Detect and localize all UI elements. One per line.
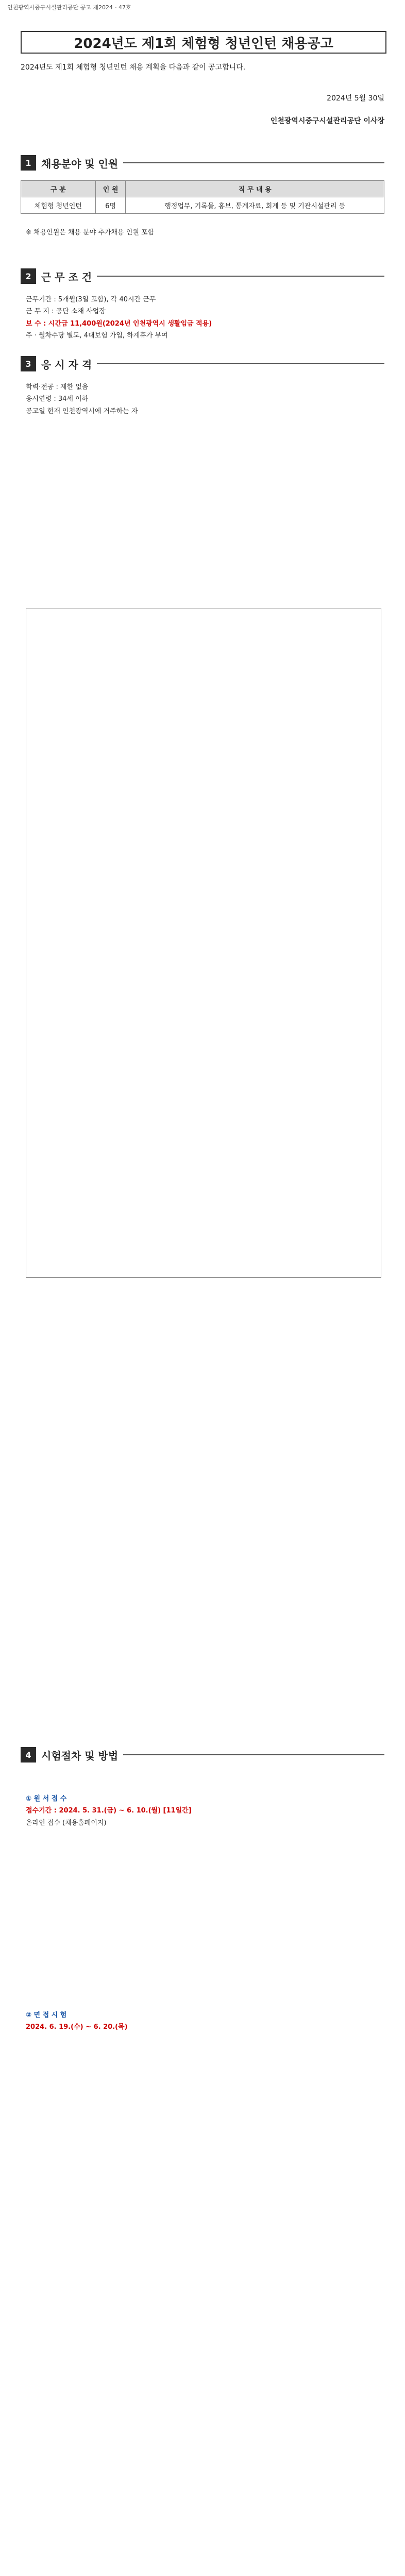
section-1-note: ※ 채용인원은 채용 분야 추가채용 인원 포함 [26,229,155,236]
page-title: 2024년도 제1회 체험형 청년인턴 채용공고 [21,31,386,54]
list-item: 응시연령 : 34세 이하 [26,395,89,403]
section-2-header [21,268,384,284]
intro-text: 2024년도 제1회 체험형 청년인턴 채용 계획을 다음과 같이 공고합니다. [21,63,246,72]
section-4-header [21,1747,384,1763]
interview-date: 2024. 6. 19.(수) ~ 6. 20.(목) [26,2023,128,2031]
list-item: 근 무 지 : 공단 소재 사업장 [26,308,106,316]
section-3-list [26,381,381,417]
top-note: 인천광역시중구시설관리공단 공고 제2024 - 47호 [7,4,131,11]
section-title: 근 무 조 건 [41,270,92,283]
section-number: 4 [21,1747,36,1762]
col-header: 구 분 [21,181,96,197]
section-number: 1 [21,155,36,171]
divider [123,1754,384,1755]
subsection-title: ① 원 서 접 수 [26,1795,67,1803]
recruit-table [21,180,384,214]
list-item: 보 수 : 시간급 11,400원(2024년 인천광역시 생활임금 적용) [26,319,212,328]
subsection-title: ② 면 접 시 험 [26,2011,67,2019]
divider [97,363,384,364]
section-4-interview [26,2009,381,2033]
section-2-list [26,294,381,342]
list-item: 주 · 월차수당 별도, 4대보험 가입, 하계휴가 부여 [26,332,168,340]
table-row: 체험형 청년인턴 6명 행정업무, 기록물, 홍보, 통계자료, 회계 등 및 기관시설관리 등 [21,197,384,214]
divider [97,276,384,277]
section-title: 시험절차 및 방법 [41,1749,119,1762]
notice-date: 2024년 5월 30일 [327,94,384,103]
section-1-header [21,155,384,171]
col-header: 인 원 [95,181,126,197]
section-3-header [21,355,384,372]
apply-method: 온라인 접수 (채용홈페이지) [26,1819,107,1827]
section-number: 3 [21,356,36,371]
list-item: 공고일 현재 인천광역시에 거주하는 자 [26,407,138,415]
col-header: 직 무 내 용 [126,181,384,197]
section-4-apply [26,1793,381,1829]
divider [123,162,384,163]
section-title: 채용분야 및 인원 [41,157,119,170]
qualification-box [26,608,381,1278]
apply-period: 접수기간 : 2024. 5. 31.(금) ~ 6. 10.(월) [11일간] [26,1807,192,1815]
section-title: 응 시 자 격 [41,358,92,371]
section-number: 2 [21,268,36,284]
issuer-org: 인천광역시중구시설관리공단 이사장 [270,117,384,125]
list-item: 학력·전공 : 제한 없음 [26,383,89,391]
list-item: 근무기간 : 5개월(3일 포함), 각 40시간 근무 [26,296,156,303]
